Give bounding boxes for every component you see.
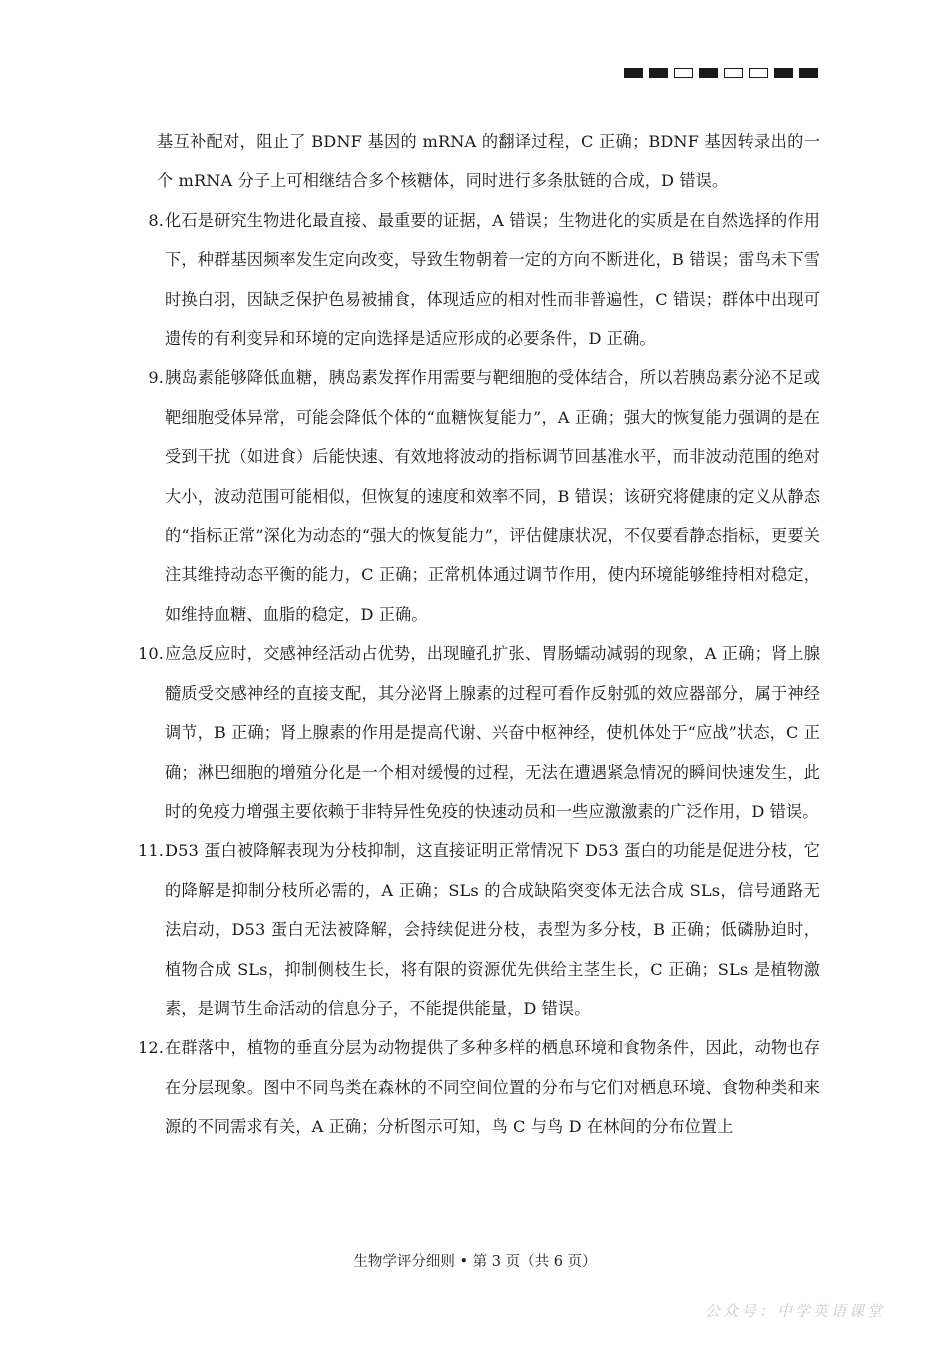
answer-item-11: [130, 831, 820, 1028]
item-number: 10.: [137, 644, 164, 664]
header-mark: [649, 68, 668, 78]
item-text: D53 蛋白被降解表现为分枝抑制，这直接证明正常情况下 D53 蛋白的功能是促进分枝，它的降解是抑制分枝所必需的，A 正确；SLs 的合成缺陷突变体无法合成 SLs，信号通路无法启动，D53 蛋白无法被降解，会持续促进分枝，表型为多分枝，B 正确；低磷胁迫时，植物合成 SLs，抑制侧枝生长，将有限的资源优先供给主茎生长，C 正确；SLs 是植物激素，是调节生命活动的信息分子，不能提供能量，D 错误。: [165, 841, 820, 1018]
page-footer: 生物学评分细则 • 第 3 页（共 6 页）: [353, 1254, 597, 1270]
answer-item-9: [130, 358, 820, 634]
header-mark: [674, 68, 693, 78]
item-number: 9.: [148, 368, 164, 388]
answer-content: [130, 122, 820, 1147]
header-marks: [624, 68, 818, 78]
header-mark: [799, 68, 818, 78]
answer-item-12: [130, 1028, 820, 1146]
header-mark: [724, 68, 743, 78]
answer-item-8: [130, 201, 820, 359]
item-text: 化石是研究生物进化最直接、最重要的证据，A 错误；生物进化的实质是在自然选择的作用下，种群基因频率发生定向改变，导致生物朝着一定的方向不断进化，B 错误；雷鸟未下雪时换白羽，因缺乏保护色易被捕食，体现适应的相对性而非普遍性，C 错误；群体中出现可遗传的有利变异和环境的定向选择是适应形成的必要条件，D 正确。: [165, 210, 820, 349]
header-mark: [749, 68, 768, 78]
answer-item-10: [130, 634, 820, 831]
header-mark: [774, 68, 793, 78]
item-text: 在群落中，植物的垂直分层为动物提供了多种多样的栖息环境和食物条件，因此，动物也存在分层现象。图中不同鸟类在森林的不同空间位置的分布与它们对栖息环境、食物种类和来源的不同需求有关，A 正确；分析图示可知，鸟 C 与鸟 D 在林间的分布位置上: [165, 1038, 820, 1137]
item-text: 应急反应时，交感神经活动占优势，出现瞳孔扩张、胃肠蠕动减弱的现象，A 正确；肾上腺髓质受交感神经的直接支配，其分泌肾上腺素的过程可看作反射弧的效应器部分，属于神经调节，B 正确；肾上腺素的作用是提高代谢、兴奋中枢神经，使机体处于“应战”状态，C 正确；淋巴细胞的增殖分化是一个相对缓慢的过程，无法在遭遇紧急情况的瞬间快速发生，此时的免疫力增强主要依赖于非特异性免疫的快速动员和一些应激激素的广泛作用，D 错误。: [165, 644, 820, 821]
header-mark: [624, 68, 643, 78]
item-text: 胰岛素能够降低血糖，胰岛素发挥作用需要与靶细胞的受体结合，所以若胰岛素分泌不足或靶细胞受体异常，可能会降低个体的“血糖恢复能力”，A 正确；强大的恢复能力强调的是在受到干扰（如进食）后能快速、有效地将波动的指标调节回基准水平，而非波动范围的绝对大小，波动范围可能相似，但恢复的速度和效率不同，B 错误；该研究将健康的定义从静态的“指标正常”深化为动态的“强大的恢复能力”，评估健康状况，不仅要看静态指标，更要关注其维持动态平衡的能力，C 正确；正常机体通过调节作用，使内环境能够维持相对稳定，如维持血糖、血脂的稳定，D 正确。: [165, 368, 820, 624]
header-mark: [699, 68, 718, 78]
watermark: 公众号：中学英语课堂: [705, 1302, 886, 1320]
item-number: 12.: [137, 1038, 164, 1058]
continued-paragraph: 基互补配对，阻止了 BDNF 基因的 mRNA 的翻译过程，C 正确；BDNF 基因转录出的一个 mRNA 分子上可相继结合多个核糖体，同时进行多条肽链的合成，D 错误。: [157, 132, 820, 191]
item-number: 8.: [148, 210, 164, 230]
item-number: 11.: [137, 841, 164, 861]
